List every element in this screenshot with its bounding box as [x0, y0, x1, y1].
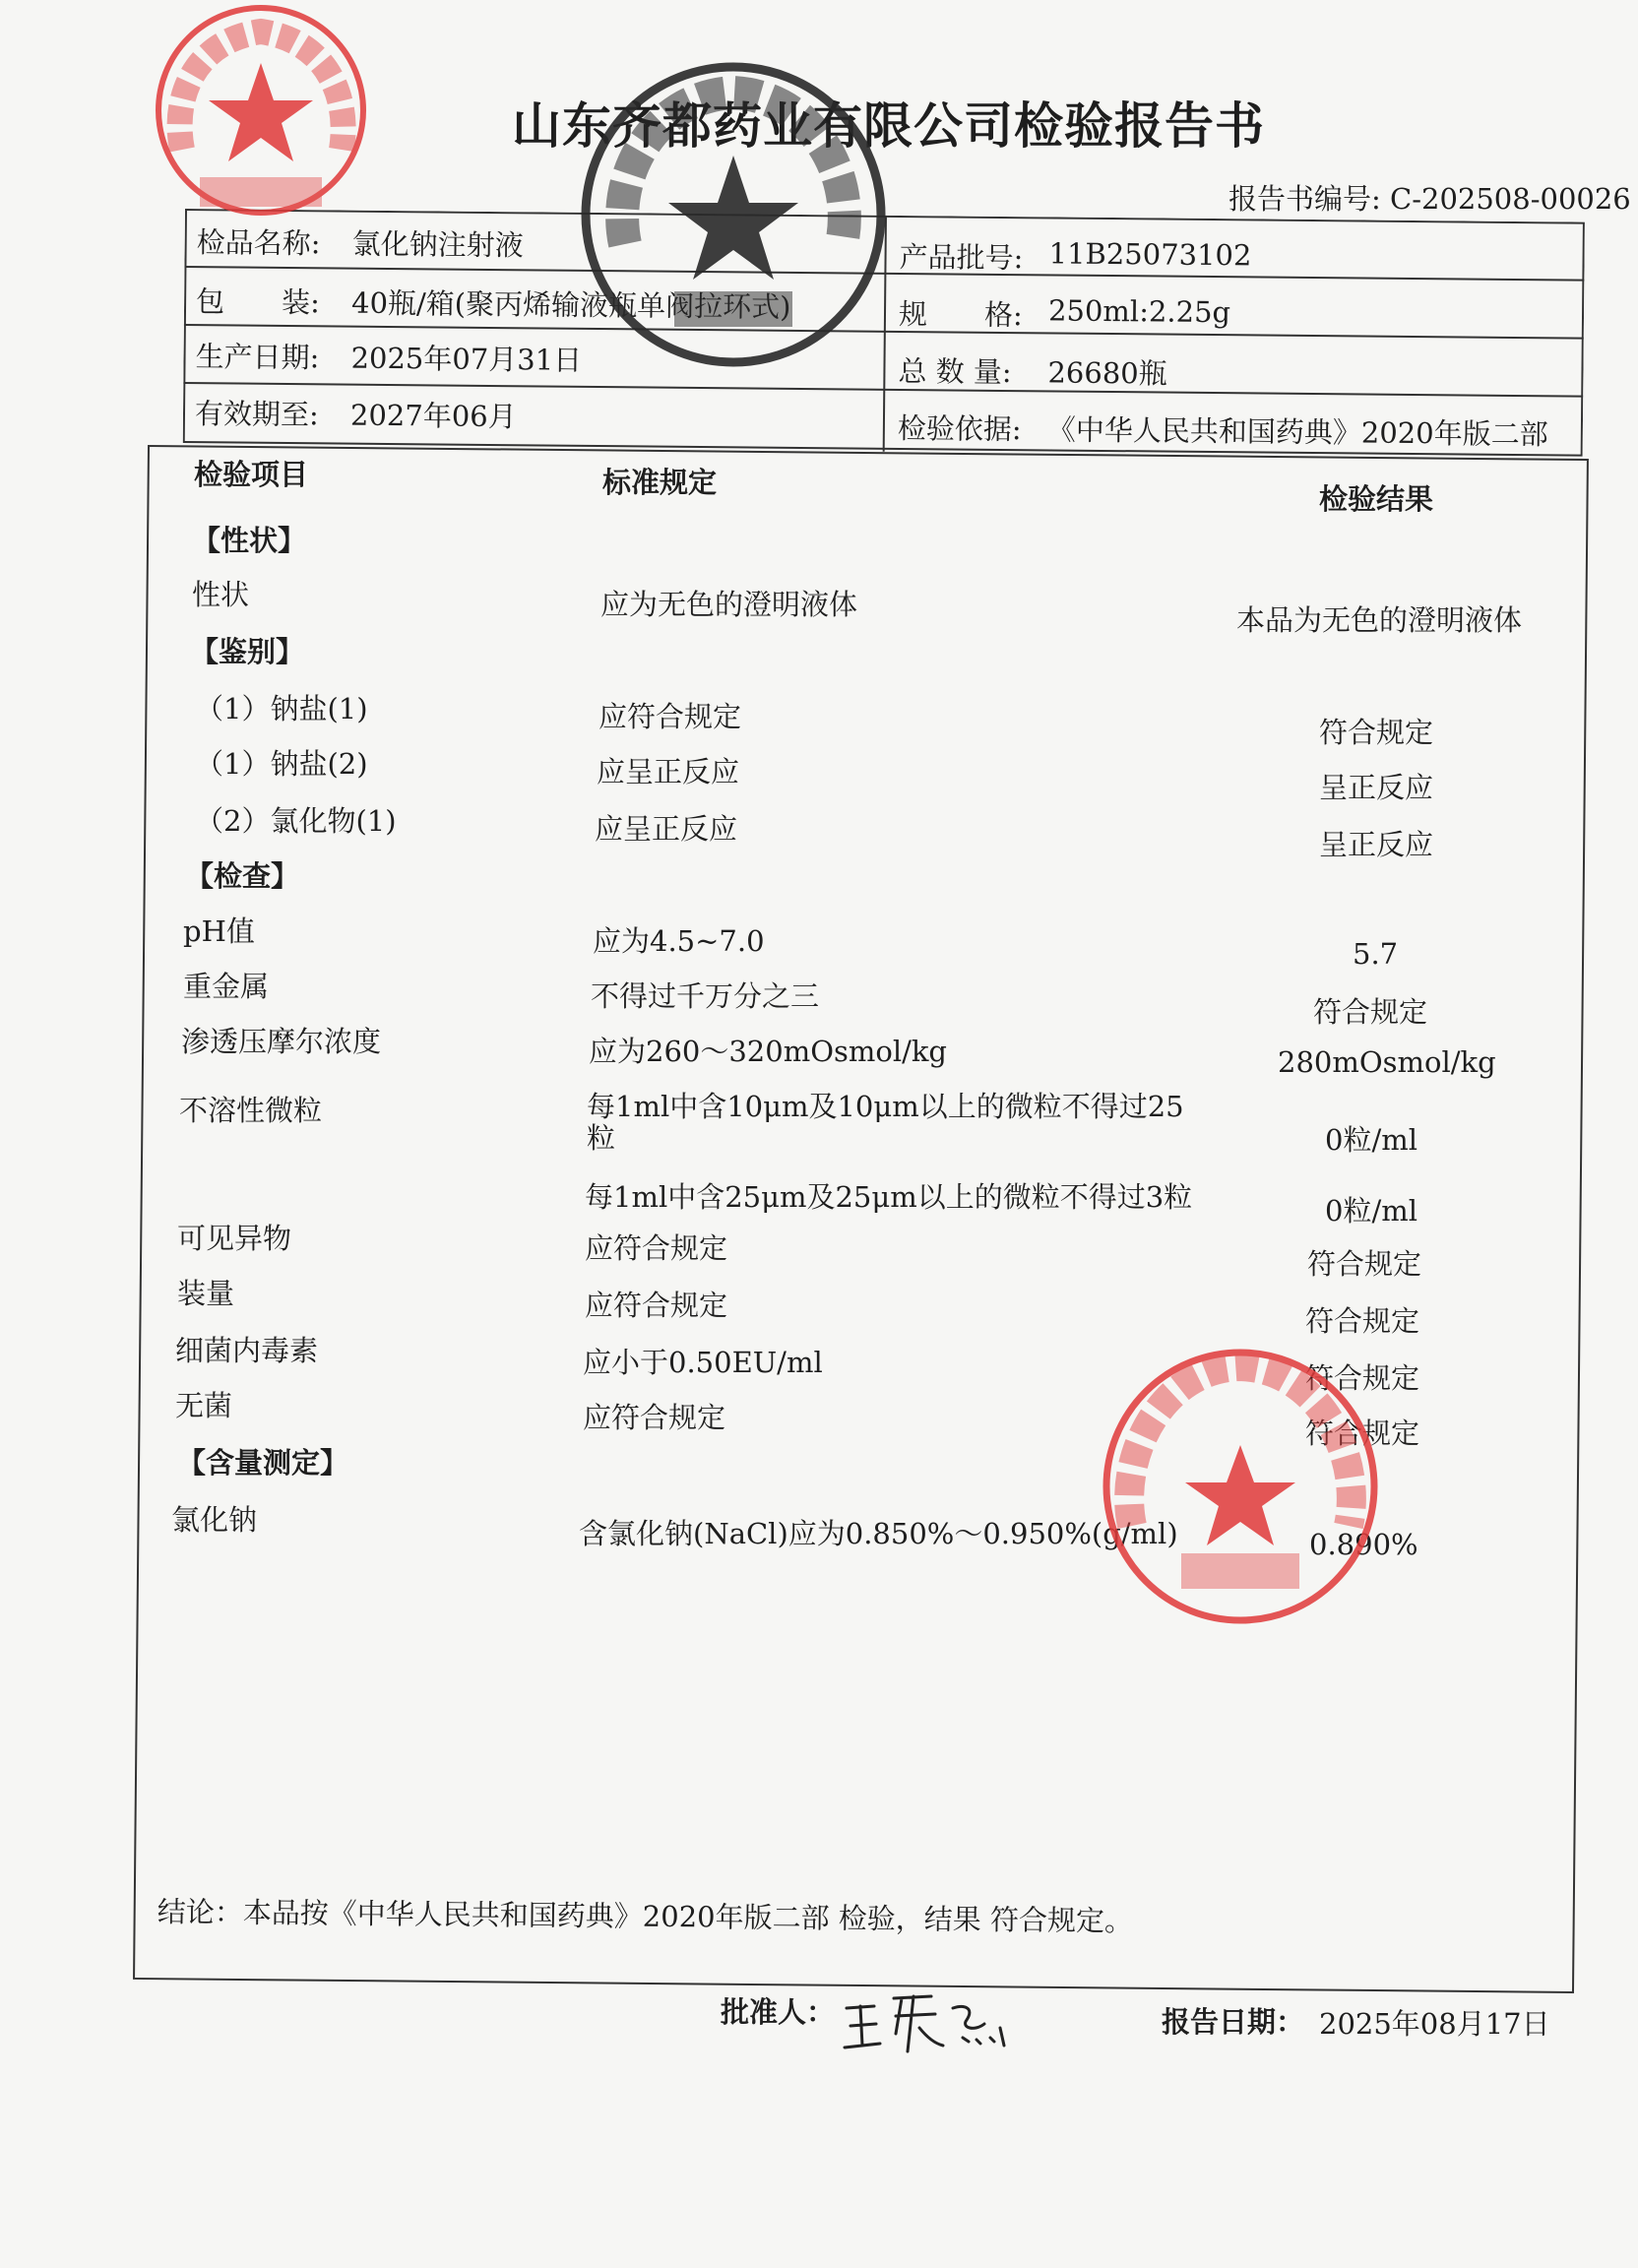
row-result: 符合规定	[1313, 995, 1428, 1029]
row-result: 呈正反应	[1319, 828, 1434, 861]
label-expiry: 有效期至:	[194, 397, 319, 432]
value-mfg-date: 2025年07月31日	[350, 341, 583, 377]
approver-label: 批准人：	[721, 1995, 836, 2029]
row-standard: 应符合规定	[585, 1231, 728, 1265]
row-standard: 应呈正反应	[597, 755, 740, 788]
section-tests: 【检查】	[185, 859, 300, 893]
row-item: （1）钠盐(1)	[195, 692, 368, 725]
header-item: 检验项目	[194, 458, 309, 491]
report-date-label: 报告日期：	[1162, 2005, 1305, 2039]
value-basis: 《中华人民共和国药典》2020年版二部	[1046, 412, 1548, 452]
report-number	[1228, 177, 1631, 218]
label-total: 总 数 量:	[898, 353, 1012, 390]
label-package: 包 装:	[195, 284, 321, 320]
row-standard: 应为4.5~7.0	[593, 924, 765, 958]
row-item: 重金属	[183, 970, 270, 1003]
row-item: 性状	[192, 578, 250, 611]
value-spec: 250ml:2.25g	[1047, 293, 1231, 330]
label-batch: 产品批号:	[899, 239, 1024, 276]
row-result: 符合规定	[1319, 716, 1434, 749]
row-standard: 应符合规定	[598, 700, 742, 733]
row-item: 氯化钠	[171, 1503, 258, 1537]
row-standard: 应为无色的澄明液体	[600, 588, 858, 621]
approver-signature	[837, 1969, 1024, 2061]
row-result: 0粒/ml	[1325, 1123, 1418, 1157]
row-standard: 应符合规定	[583, 1401, 726, 1434]
section-appearance: 【性状】	[192, 524, 307, 557]
row-result: 符合规定	[1305, 1417, 1420, 1450]
header-result: 检验结果	[1319, 482, 1434, 516]
row-standard: 应呈正反应	[595, 812, 738, 846]
page-title: 山东齐都药业有限公司检验报告书	[512, 96, 1265, 155]
row-result: 0粒/ml	[1325, 1194, 1418, 1228]
row-item: （2）氯化物(1)	[195, 804, 397, 838]
row-item: pH值	[183, 914, 255, 948]
signature-scribble	[837, 1969, 1024, 2057]
row-item: 细菌内毒素	[175, 1334, 319, 1367]
seal-qidu-top-left	[113, 2, 409, 238]
label-basis: 检验依据:	[897, 410, 1022, 447]
report-number-label: 报告书编号:	[1228, 182, 1381, 216]
label-spec: 规 格:	[898, 296, 1023, 333]
row-standard: 应为260～320mOsmol/kg	[589, 1035, 948, 1068]
value-product: 氯化钠注射液	[351, 226, 524, 263]
row-standard: 应小于0.50EU/ml	[583, 1346, 823, 1379]
value-package: 40瓶/箱(聚丙烯输液瓶单阀拉环式)	[350, 285, 791, 324]
row-result: 280mOsmol/kg	[1278, 1045, 1496, 1079]
row-result: 符合规定	[1305, 1304, 1420, 1338]
row-result: 本品为无色的澄明液体	[1236, 603, 1523, 637]
value-batch: 11B25073102	[1048, 236, 1252, 273]
row-standard: 应符合规定	[585, 1289, 728, 1322]
row-standard-line2: 粒	[587, 1121, 616, 1155]
row-standard: 每1ml中含10μm及10μm以上的微粒不得过25	[587, 1090, 1184, 1123]
conclusion: 结论：本品按《中华人民共和国药典》2020年版二部 检验，结果 符合规定。	[157, 1894, 1134, 1938]
report-number-value: C-202508-00026	[1390, 182, 1631, 216]
label-mfg-date: 生产日期:	[195, 340, 320, 375]
row-item: 可见异物	[177, 1222, 292, 1255]
label-product: 检品名称:	[196, 225, 321, 261]
section-assay: 【含量测定】	[177, 1446, 349, 1480]
row-standard: 每1ml中含25μm及25μm以上的微粒不得过3粒	[585, 1180, 1193, 1214]
row-result: 0.890%	[1309, 1528, 1418, 1561]
row-item: （1）钠盐(2)	[195, 747, 368, 781]
row-standard: 含氯化钠(NaCl)应为0.850%～0.950%(g/ml)	[579, 1517, 1178, 1550]
header-standard: 标准规定	[602, 466, 718, 499]
row-standard: 不得过千万分之三	[591, 979, 820, 1013]
value-total: 26680瓶	[1047, 355, 1167, 391]
row-item: 无菌	[175, 1389, 233, 1422]
row-result: 5.7	[1353, 937, 1399, 971]
report-date-value: 2025年08月17日	[1319, 2007, 1550, 2041]
row-item: 渗透压摩尔浓度	[181, 1025, 382, 1058]
row-item: 不溶性微粒	[179, 1094, 323, 1127]
row-result: 呈正反应	[1319, 771, 1434, 804]
row-item: 装量	[177, 1277, 235, 1310]
section-identification: 【鉴别】	[190, 635, 305, 668]
value-expiry: 2027年06月	[349, 398, 517, 434]
row-result: 符合规定	[1307, 1247, 1422, 1281]
row-result: 符合规定	[1305, 1361, 1420, 1395]
info-table	[183, 209, 1585, 459]
